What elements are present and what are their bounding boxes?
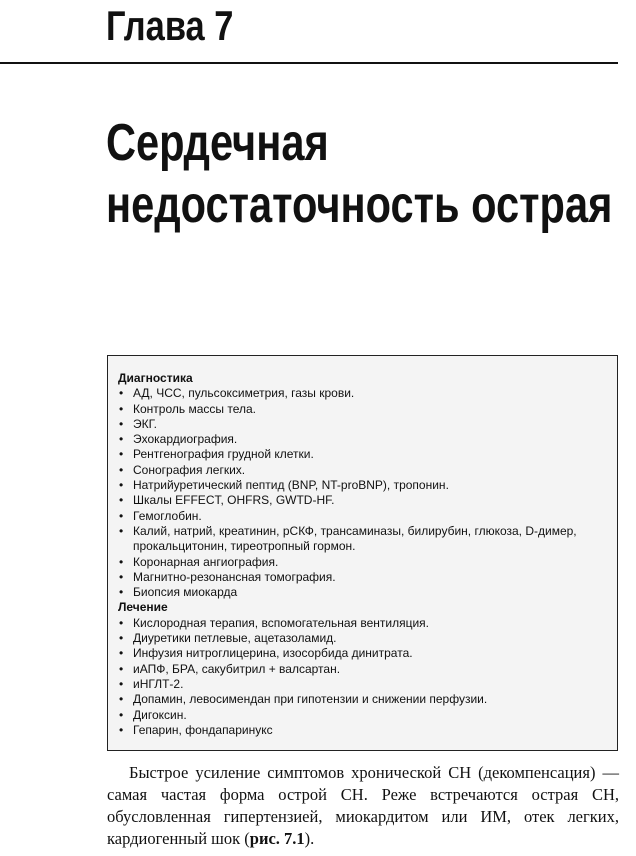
list-item-text: Инфузия нитроглицерина, изосорбида динитрата.	[133, 646, 413, 661]
paragraph-text-end: ).	[304, 829, 315, 848]
list-item	[118, 692, 617, 707]
figure-reference: рис. 7.1	[249, 829, 305, 848]
list-item	[118, 386, 617, 401]
list-item	[118, 646, 617, 661]
body-paragraph	[107, 762, 619, 850]
list-item-text: иАПФ, БРА, сакубитрил + валсартан.	[133, 661, 341, 676]
summary-box	[107, 355, 618, 751]
list-item-text: Коронарная ангиография.	[133, 554, 279, 569]
list-item-text: ЭКГ.	[133, 416, 157, 431]
list-item-text: иНГЛТ-2.	[133, 676, 184, 691]
list-item-text: Шкалы EFFECT, OHFRS, GWTD-HF.	[133, 493, 335, 508]
bullet-icon: •	[119, 631, 124, 646]
list-item	[118, 677, 617, 692]
bullet-icon: •	[119, 462, 124, 477]
list-item-text: Кислородная терапия, вспомогательная вентиляция.	[133, 615, 430, 630]
bullet-icon: •	[119, 401, 124, 416]
list-item-text: Допамин, левосимендан при гипотензии и снижении перфузии.	[133, 692, 488, 707]
list-item	[118, 402, 617, 417]
page-title	[106, 112, 612, 236]
bullet-icon: •	[119, 722, 124, 737]
bullet-icon: •	[119, 432, 124, 447]
bullet-icon: •	[119, 508, 124, 523]
diagnostics-heading: Диагностика	[118, 371, 193, 385]
list-item	[118, 555, 617, 570]
bullet-icon: •	[119, 554, 124, 569]
bullet-icon: •	[119, 523, 124, 538]
list-item	[118, 447, 617, 462]
treatment-list	[118, 616, 617, 738]
bullet-icon: •	[119, 646, 124, 661]
page-title-line-2: недостаточность острая	[106, 176, 613, 234]
list-item	[118, 432, 617, 447]
chapter-divider	[0, 62, 618, 64]
bullet-icon: •	[119, 707, 124, 722]
bullet-icon: •	[119, 493, 124, 508]
bullet-icon: •	[119, 478, 124, 493]
list-item-text: Калий, натрий, креатинин, рСКФ, трансаминазы, билирубин, глюкоза, D-димер,	[133, 523, 577, 538]
list-item-text: Эхокардиография.	[133, 432, 238, 447]
list-item	[118, 493, 617, 508]
bullet-icon: •	[119, 692, 124, 707]
list-item	[118, 631, 617, 646]
list-item-text: Сонография легких.	[133, 462, 246, 477]
bullet-icon: •	[119, 661, 124, 676]
list-item	[118, 417, 617, 432]
chapter-label: Глава 7	[106, 2, 234, 49]
list-item	[118, 616, 617, 631]
list-item	[118, 509, 617, 524]
paragraph-text: Быстрое усиление симптомов хронической СН (декомпенсация) — самая частая форма острой СН. Реже встречаются острая СН, обусловленная гипертензией, миокардитом или ИМ, отек легких, кардиогенный шок (	[107, 763, 619, 848]
list-item	[118, 708, 617, 723]
bullet-icon: •	[119, 416, 124, 431]
list-item	[118, 463, 617, 478]
list-item	[118, 662, 617, 677]
list-item	[118, 570, 617, 585]
list-item	[118, 478, 617, 493]
treatment-heading: Лечение	[118, 600, 168, 615]
bullet-icon: •	[119, 386, 124, 401]
list-item	[118, 585, 617, 600]
list-item-text: Рентгенография грудной клетки.	[133, 447, 314, 462]
list-item-text-continuation: прокальцитонин, тиреотропный гормон.	[133, 539, 356, 554]
bullet-icon: •	[119, 447, 124, 462]
list-item	[118, 524, 617, 555]
bullet-icon: •	[119, 585, 124, 600]
list-item-text: Контроль массы тела.	[133, 401, 256, 416]
list-item-text: Магнитно-резонансная томография.	[133, 569, 336, 584]
list-item-text: Диуретики петлевые, ацетазоламид.	[133, 631, 337, 646]
bullet-icon: •	[119, 569, 124, 584]
diagnostics-list	[118, 386, 617, 600]
bullet-icon: •	[119, 615, 124, 630]
list-item-text: Биопсия миокарда	[133, 585, 238, 600]
bullet-icon: •	[119, 676, 124, 691]
list-item-text: Натрийуретический пептид (BNP, NT-proBNP), тропонин.	[133, 478, 449, 493]
list-item-text: АД, ЧСС, пульсоксиметрия, газы крови.	[133, 386, 355, 401]
page-title-line-1: Сердечная	[106, 114, 329, 172]
list-item	[118, 723, 617, 738]
list-item-text: Гемоглобин.	[133, 508, 202, 523]
list-item-text: Гепарин, фондапаринукс	[133, 722, 273, 737]
list-item-text: Дигоксин.	[133, 707, 187, 722]
